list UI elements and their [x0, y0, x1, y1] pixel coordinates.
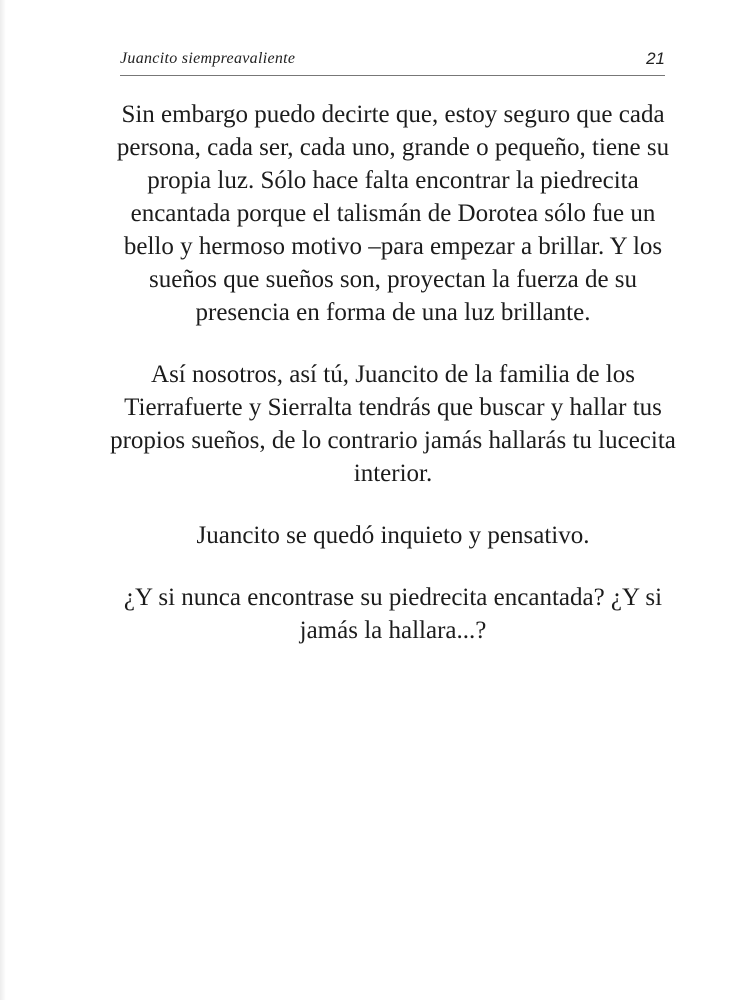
header-rule [120, 75, 665, 76]
page-binding-shadow [0, 0, 6, 1000]
page-number: 21 [646, 49, 665, 68]
paragraph-1: Sin embargo puedo decirte que, estoy seguro que cada persona, cada ser, cada uno, grande o pequeño, tiene su propia luz. Sólo hace falta encontrar la piedrecita encantada porque el talismán de Dorotea sólo fue un bello y hermoso motivo –para empezar a brillar. Y los sueños que sueños son, proyectan la fuerza de su presencia en forma de una luz brillante. [116, 101, 670, 326]
paragraph-2: Así nosotros, así tú, Juancito de la familia de los Tierrafuerte y Sierralta tendrás que buscar y hallar tus propios sueños, de lo contrario jamás hallarás tu lucecita interior. [110, 361, 676, 487]
running-header-title: Juancito siempreavaliente [120, 50, 296, 67]
running-header [120, 50, 665, 74]
body-text [110, 98, 676, 676]
paragraph-3: Juancito se quedó inquieto y pensativo. [196, 522, 590, 549]
paragraph-4: ¿Y si nunca encontrase su piedrecita encantada? ¿Y si jamás la hallara...? [123, 584, 663, 644]
